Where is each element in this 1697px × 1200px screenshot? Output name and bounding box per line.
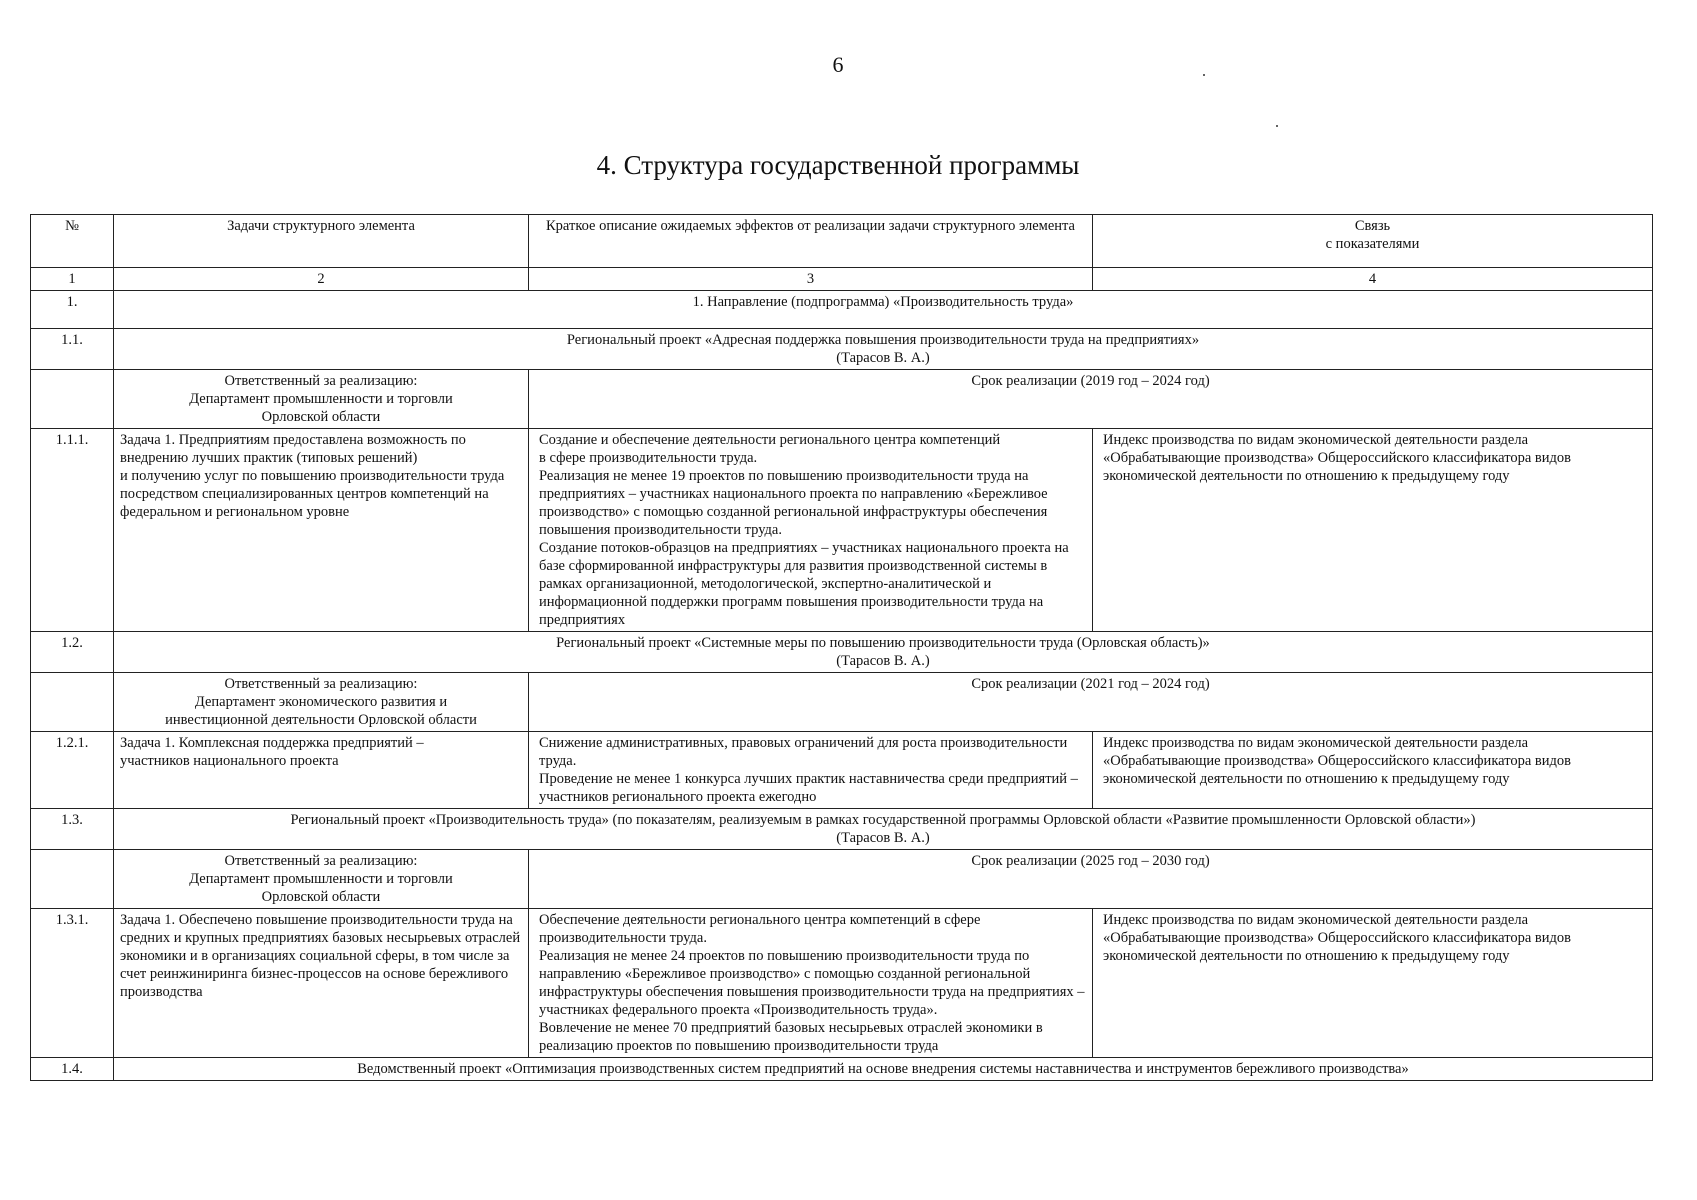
effects-cell: Создание и обеспечение деятельности регионального центра компетенций в сфере производительности труда. Реализация не менее 19 проектов по повышению производительности труда на предприятиях – участниках национального проекта по направлению «Бережливое производство» с помощью созданной региональной инфраструктуры обеспечения повышения производительности труда. Создание потоков-образцов на предприятиях – участниках национального проекта на базе сформированной инфраструктуры для развития производственной системы в рамках организационной, методологической, экспертно-аналитической и информационной поддержки программ повышения производительности труда на предприятиях (529, 429, 1093, 632)
project-title: Региональный проект «Производительность труда» (по показателям, реализуемым в рамках государственной программы Орловской области «Развитие промышленности Орловской области») (Тарасов В. А.) (114, 809, 1653, 850)
task-row (31, 429, 1653, 632)
direction-row (31, 291, 1653, 329)
empty-cell (31, 673, 114, 732)
table-header-row (31, 215, 1653, 268)
row-number: 1.3.1. (31, 909, 114, 1058)
project-title: Ведомственный проект «Оптимизация производственных систем предприятий на основе внедрения системы наставничества и инструментов бережливого производства» (114, 1058, 1653, 1081)
indicator-link-cell: Индекс производства по видам экономической деятельности раздела «Обрабатывающие производства» Общероссийского классификатора видов экономической деятельности по отношению к предыдущему году (1093, 909, 1653, 1058)
empty-cell (31, 850, 114, 909)
term-cell: Срок реализации (2021 год – 2024 год) (529, 673, 1653, 732)
column-number-row (31, 268, 1653, 291)
empty-cell (31, 370, 114, 429)
page-number: 6 (832, 52, 844, 77)
responsible-cell: Ответственный за реализацию: Департамент промышленности и торговли Орловской области (114, 370, 529, 429)
row-number: 1.1.1. (31, 429, 114, 632)
task-row (31, 909, 1653, 1058)
project-title: Региональный проект «Адресная поддержка повышения производительности труда на предприятиях» (Тарасов В. А.) (114, 329, 1653, 370)
col-number: 2 (114, 268, 529, 291)
row-number: 1. (31, 291, 114, 329)
effects-cell: Снижение административных, правовых ограничений для роста производительности труда. Проведение не менее 1 конкурса лучших практик наставничества среди предприятий – участников регионального проекта ежегодно (529, 732, 1093, 809)
page-title: 4. Структура государственной программы (596, 150, 1080, 180)
responsible-row (31, 370, 1653, 429)
header-link: Связь с показателями (1093, 215, 1653, 268)
col-number: 4 (1093, 268, 1653, 291)
responsible-cell: Ответственный за реализацию: Департамент промышленности и торговли Орловской области (114, 850, 529, 909)
indicator-link-cell: Индекс производства по видам экономической деятельности раздела «Обрабатывающие производства» Общероссийского классификатора видов экономической деятельности по отношению к предыдущему году (1093, 429, 1653, 632)
col-number: 1 (31, 268, 114, 291)
row-number: 1.1. (31, 329, 114, 370)
col-number: 3 (529, 268, 1093, 291)
header-num: № (31, 215, 114, 268)
task-row (31, 732, 1653, 809)
row-number: 1.2.1. (31, 732, 114, 809)
term-cell: Срок реализации (2019 год – 2024 год) (529, 370, 1653, 429)
row-number: 1.2. (31, 632, 114, 673)
project-row (31, 1058, 1653, 1081)
project-row (31, 329, 1653, 370)
project-row (31, 632, 1653, 673)
indicator-link-cell: Индекс производства по видам экономической деятельности раздела «Обрабатывающие производства» Общероссийского классификатора видов экономической деятельности по отношению к предыдущему году (1093, 732, 1653, 809)
responsible-row (31, 850, 1653, 909)
header-effects: Краткое описание ожидаемых эффектов от реализации задачи структурного элемента (529, 215, 1093, 268)
scan-speck (1203, 74, 1205, 76)
project-title: Региональный проект «Системные меры по повышению производительности труда (Орловская область)» (Тарасов В. А.) (114, 632, 1653, 673)
task-cell: Задача 1. Предприятиям предоставлена возможность по внедрению лучших практик (типовых решений) и получению услуг по повышению производительности труда посредством специализированных центров компетенций на федеральном и региональном уровне (114, 429, 529, 632)
effects-cell: Обеспечение деятельности регионального центра компетенций в сфере производительности труда. Реализация не менее 24 проектов по повышению производительности труда по направлению «Бережливое производство» с помощью созданной региональной инфраструктуры обеспечения повышения производительности труда на предприятиях – участниках федерального проекта «Производительность труда». Вовлечение не менее 70 предприятий базовых несырьевых отраслей экономики в реализацию проектов по повышению производительности труда (529, 909, 1093, 1058)
direction-title: 1. Направление (подпрограмма) «Производительность труда» (114, 291, 1653, 329)
term-cell: Срок реализации (2025 год – 2030 год) (529, 850, 1653, 909)
header-tasks: Задачи структурного элемента (114, 215, 529, 268)
responsible-cell: Ответственный за реализацию: Департамент экономического развития и инвестиционной деятельности Орловской области (114, 673, 529, 732)
program-structure-table (30, 214, 1653, 1081)
scan-speck (1276, 125, 1278, 127)
row-number: 1.4. (31, 1058, 114, 1081)
task-cell: Задача 1. Комплексная поддержка предприятий – участников национального проекта (114, 732, 529, 809)
row-number: 1.3. (31, 809, 114, 850)
responsible-row (31, 673, 1653, 732)
task-cell: Задача 1. Обеспечено повышение производительности труда на средних и крупных предприятиях базовых несырьевых отраслей экономики и в организациях социальной сферы, в том числе за счет реинжиниринга бизнес-процессов на основе бережливого производства (114, 909, 529, 1058)
project-row (31, 809, 1653, 850)
